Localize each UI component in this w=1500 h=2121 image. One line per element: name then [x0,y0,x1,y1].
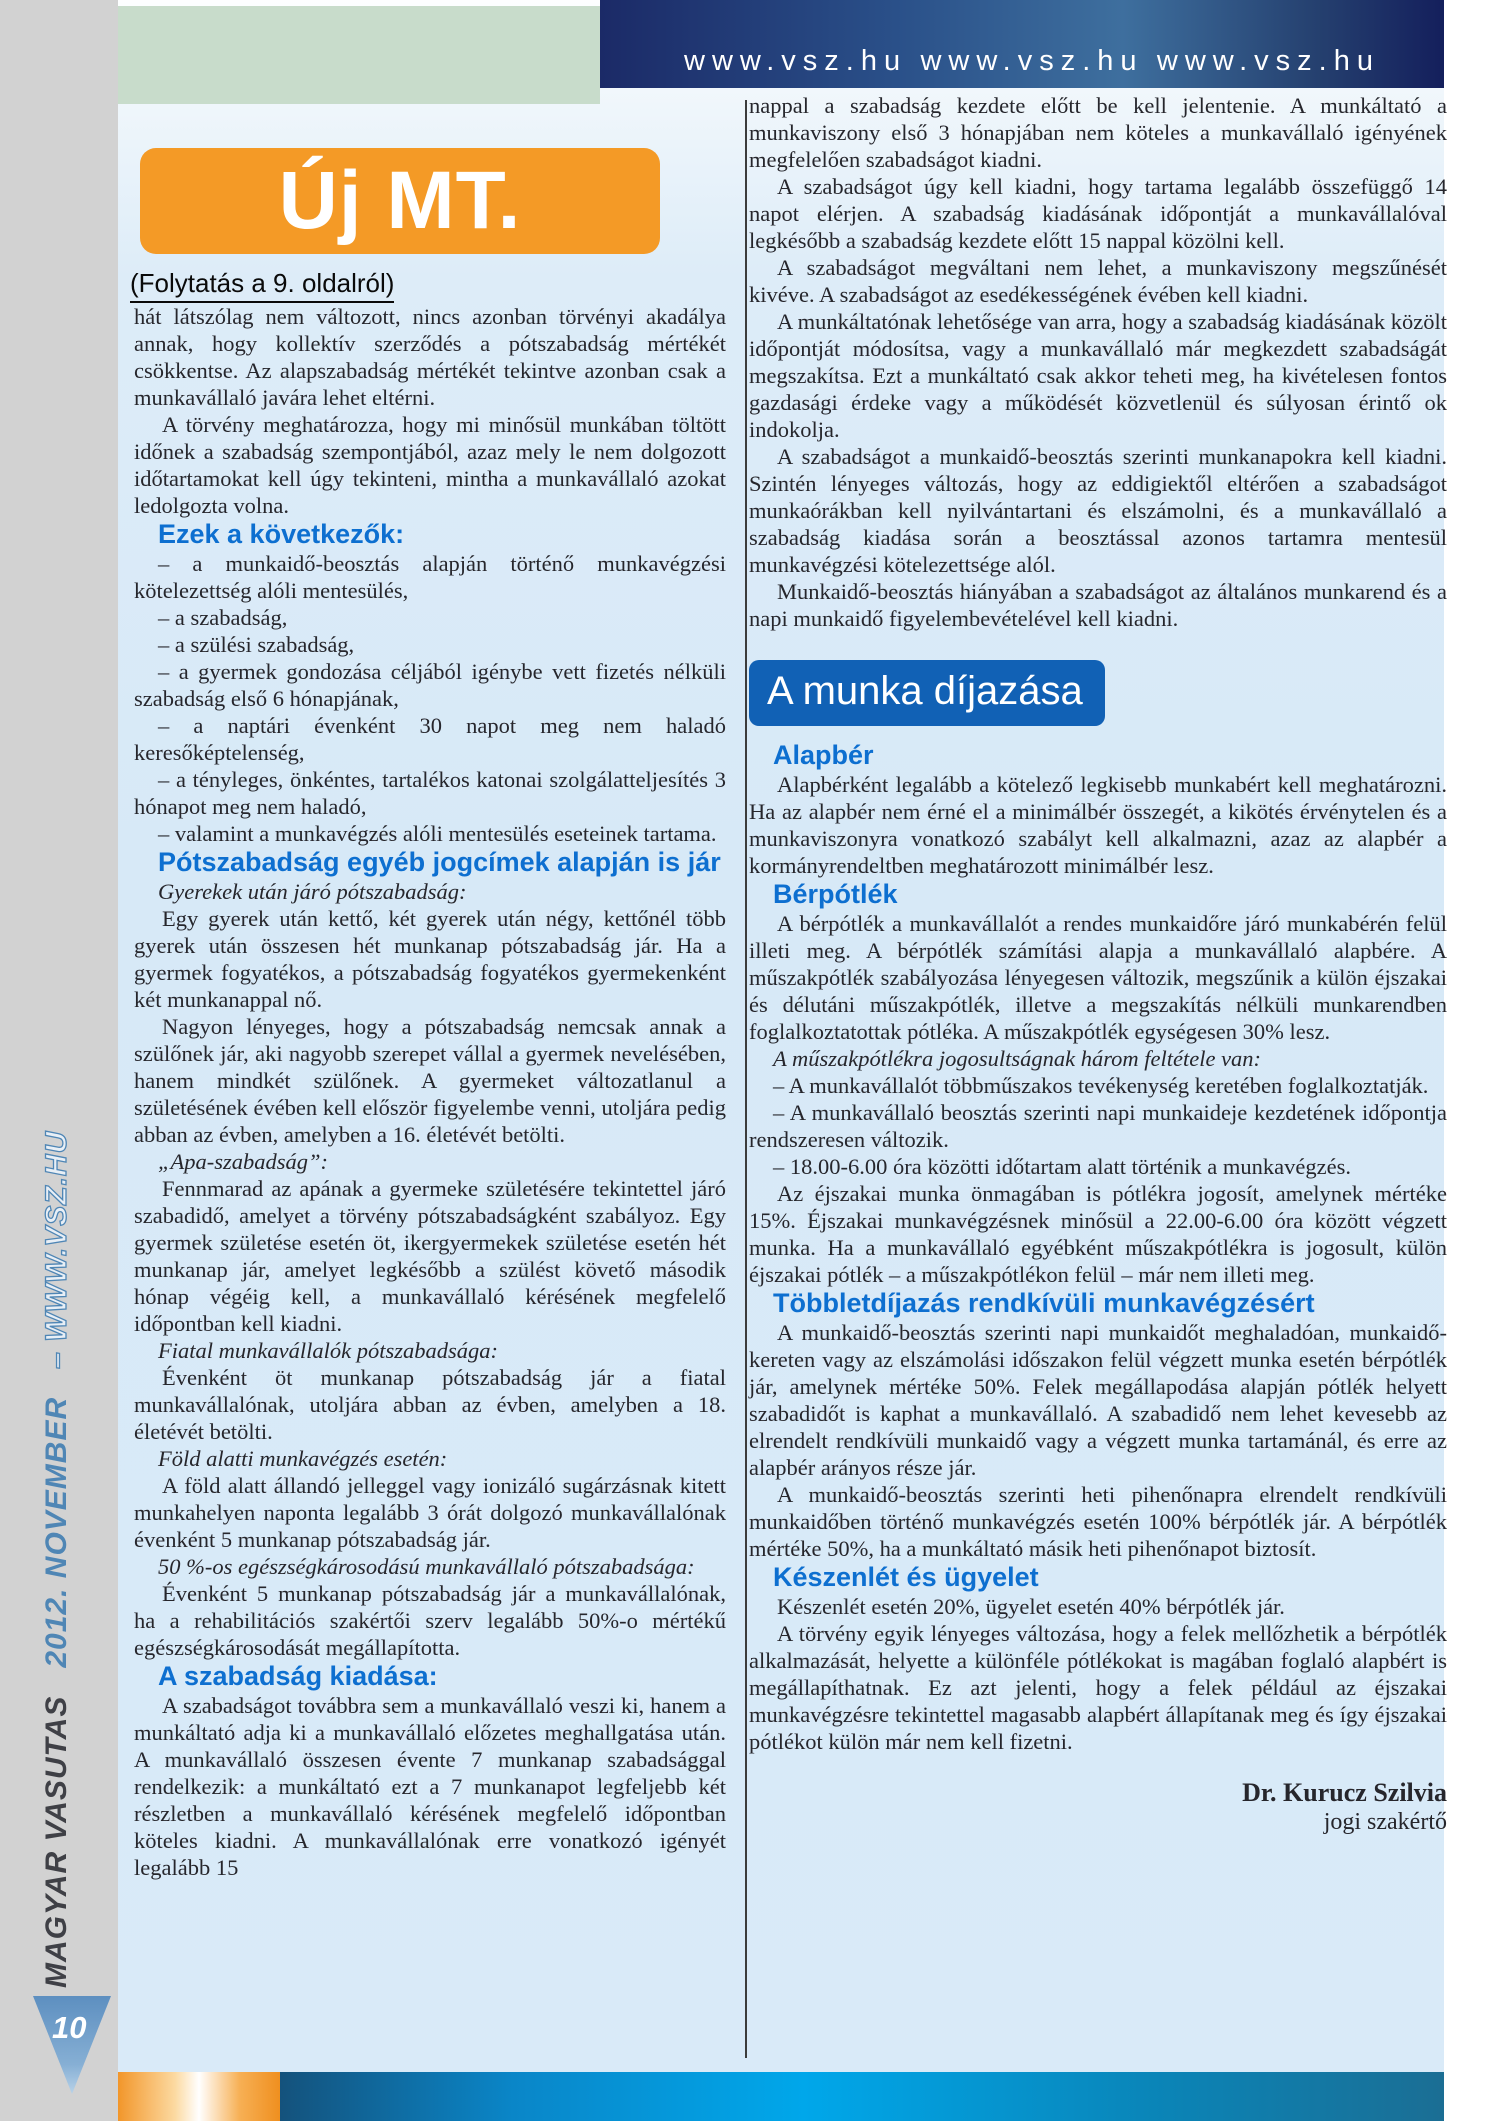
sidebar-website-url: – WWW.VSZ.HU [40,1130,73,1369]
list-item: – valamint a munkavégzés alóli mentesülés eseteinek tartama. [158,821,717,847]
body-paragraph: A munkáltatónak lehetősége van arra, hogy a szabadság kiadásának közölt időpontját módosítsa, vagy a munkavállaló már megkezdett szabadságát megszakítsa. Ezt a munkáltató csak akkor teheti meg, ha kivételesen fontos gazdasági érdeke vagy a működését közvetlenül és súlyosan érintő ok indokolja. [749,309,1447,442]
column-divider-rule [745,100,747,2058]
header-green-block [118,6,600,104]
body-paragraph: nappal a szabadság kezdete előtt be kell jelentenie. A munkáltató a munkaviszony első 3 hónapjában nem köteles a munkavállaló igényének megfelelően szabadságot kiadni. [749,93,1447,172]
sidebar-vertical-text [40,888,78,1988]
body-paragraph: A föld alatt állandó jelleggel vagy ionizáló sugárzásnak kitett munkahelyen naponta legalább 3 órát dolgozó munkavállalónak évenként 5 munkanap pótszabadság jár. [134,1473,726,1553]
sidebar-space [40,1677,73,1686]
body-paragraph: Fennmarad az apának a gyermeke születésére tekintettel járó szabadidő, amelyet a törvény pótszabadságként szabályoz. Egy gyermek születése esetén öt, ikergyermekek születése esetén hét munkanap jár, amelyet legkésőbb a szülést követő második hónap végéig kell, a munkavállaló kérésének megfelelő időpontban kell kiadni. [134,1176,726,1337]
list-item: – A munkavállaló beosztás szerinti napi munkaideje kezdetének időpontja rendszeresen változik. [749,1100,1447,1153]
body-paragraph: Évenként 5 munkanap pótszabadság jár a munkavállalónak, ha a rehabilitációs szakértői szerv legalább 50%-o mértékű egészségkárosodását megállapította. [134,1581,726,1661]
list-item: – 18.00-6.00 óra közötti időtartam alatt történik a munkavégzés. [773,1154,1351,1180]
section-heading: A szabadság kiadása: [158,1661,438,1692]
section-heading: Készenlét és ügyelet [773,1562,1039,1593]
continuation-note: (Folytatás a 9. oldalról) [130,268,394,303]
body-paragraph: A szabadságot úgy kell kiadni, hogy tartama legalább összefüggő 14 napot elérjen. A szabadság kiadásának időpontját a munkavállalóval legkésőbb a szabadság kezdete előtt 15 nappal közölni kell. [749,174,1447,253]
article-title-plate [140,148,660,254]
body-paragraph: A szabadságot a munkaidő-beosztás szerinti munkanapokra kell kiadni. Szintén lényeges változás, hogy az eddigiektől eltérően a szabadságot munkaórákban kell nyilvántartani és elszámolni, és a munkavállaló a szabadság kiadása során a beosztással azonos tartamra mentesül munkavégzési kötelezettsége alól. [749,444,1447,577]
sub-heading-italic: Fiatal munkavállalók pótszabadsága: [158,1338,498,1364]
body-paragraph: Munkaidő-beosztás hiányában a szabadságot az általános munkarend és a napi munkaidő figyelembevételével kell kiadni. [749,579,1447,631]
section-heading: Pótszabadság egyéb jogcímek alapján is jár [158,847,721,878]
section-heading: Alapbér [773,740,874,770]
body-paragraph: A törvény egyik lényeges változása, hogy a felek mellőzhetik a bérpótlék alkalmazását, helyette a különféle pótlékokat is magában foglaló alapbért is megállapíthatnak. Ez azt jelenti, hogy a felek például az éjszakai munkavégzésre tekintettel magasabb alapbért állapítanak meg és így éjszakai pótlékot külön már nem kell fizetni. [749,1621,1447,1755]
body-paragraph: Évenként öt munkanap pótszabadság jár a fiatal munkavállalónak, utoljára abban az évben, amelyben a 18. életévét betölti. [134,1365,726,1445]
list-item: – a gyermek gondozása céljából igénybe vett fizetés nélküli szabadság első 6 hónapjának, [134,659,726,712]
sub-heading-italic: 50 %-os egészségkárosodású munkavállaló pótszabadsága: [158,1554,695,1580]
sidebar-space [40,1378,73,1387]
body-paragraph: A munkaidő-beosztás szerinti napi munkaidőt meghaladóan, munkaidő-kereten vagy az elszámolási időszakon felül végzett munka esetén bérpótlék jár, amelynek mértéke 50%. Felek megállapodása alapján pótlék helyett szabadidőt is kaphat a munkavállaló. A szabadidő nem lehet kevesebb az elrendelt rendkívüli munkaidő vagy a végzett munka tartamánál, és erre az alapbér arányos része jár. [749,1320,1447,1481]
body-paragraph: Nagyon lényeges, hogy a pótszabadság nemcsak annak a szülőnek jár, aki nagyobb szerepet vállal a gyermek nevelésében, hanem mindkét szülőnek. A gyermeket változatlanul a születésének évében kell először figyelembe venni, utoljára pedig abban az évben, amelyben a 16. életévét betölti. [134,1014,726,1148]
list-item: – a szabadság, [158,605,288,631]
article-title: Új MT. [278,155,522,246]
footer-bar-orange-segment [118,2072,280,2121]
body-paragraph: A szabadságot megváltani nem lehet, a munkaviszony megszűnését kivéve. A szabadságot az esedékességének évében kell kiadni. [749,255,1447,307]
footer-bar-blue-segment [280,2072,1444,2121]
body-paragraph: Készenlét esetén 20%, ügyelet esetén 40% bérpótlék jár. [777,1594,1285,1620]
left-column [134,303,726,1881]
author-name: Dr. Kurucz Szilvia [1242,1778,1447,1808]
section-heading: Ezek a következők: [158,519,405,549]
header-url-band [600,0,1444,88]
url-text: www.vsz.hu [684,45,908,77]
list-item: – a tényleges, önkéntes, tartalékos katonai szolgálatteljesítés 3 hónapot meg nem haladó, [134,767,726,820]
author-role: jogi szakértő [1323,1809,1447,1836]
list-item: – a munkaidő-beosztás alapján történő munkavégzési kötelezettség alóli mentesülés, [134,551,726,604]
url-text: www.vsz.hu [920,45,1144,77]
page-number: 10 [52,2010,87,2045]
sub-heading-italic: „Apa-szabadság”: [158,1149,329,1175]
page-content [118,0,1447,2121]
section-heading: Többletdíjazás rendkívüli munkavégzésért [773,1288,1315,1319]
right-column [749,92,1447,1837]
url-text: www.vsz.hu [1156,45,1380,77]
body-paragraph: A szabadságot továbbra sem a munkavállaló veszi ki, hanem a munkáltató adja ki a munkavállaló előzetes meghallgatása után. A munkavállaló összesen évente 7 munkanap szabadsággal rendelkezik: a munkáltató ezt a 7 munkanapot legfeljebb két részletben a munkavállaló kérésének megfelelő időpontban köteles kiadni. A munkavállalónak erre vonatkozó igényét legalább 15 [134,1693,726,1881]
section-title-bar: A munka díjazása [749,660,1105,726]
body-paragraph: A bérpótlék a munkavállalót a rendes munkaidőre járó munkabérén felül illeti meg. A bérpótlék számítási alapja a munkavállaló alapbére. A műszakpótlék szabályozása lényegesen változik, megszűnik a külön éjszakai és délutáni műszakpótlék, illetve a megszakítás nélküli munkarendben foglalkoztatottak pótléka. A műszakpótlék egységesen 30% lesz. [749,911,1447,1045]
section-heading: Bérpótlék [773,879,898,910]
author-signature [749,1777,1447,1837]
sidebar-issue-date: 2012. NOVEMBER [40,1396,73,1668]
sub-heading-italic: A műszakpótlékra jogosultságnak három feltétele van: [773,1046,1262,1072]
body-paragraph: Egy gyerek után kettő, két gyerek után négy, kettőnél több gyerek után összesen hét munkanap pótszabadság jár. Ha a gyermek fogyatékos, a pótszabadság fogyatékos gyermekenként két munkanappal nő. [134,906,726,1013]
body-paragraph: Az éjszakai munka önmagában is pótlékra jogosít, amelynek mértéke 15%. Éjszakai munkavégzésnek minősül a 22.00-6.00 óra között végzett munka. Ha a munkavállaló egyébként műszakpótlékra is jogosult, külön éjszakai pótlék – a műszakpótlékon felül – már nem illeti meg. [749,1181,1447,1288]
sidebar-magazine-title: MAGYAR VASUTAS [40,1695,73,1988]
body-paragraph: A törvény meghatározza, hogy mi minősül munkában töltött időnek a szabadság szempontjából, azaz mely le nem dolgozott időtartamokat kell úgy tekinteni, mintha a munkavállaló azokat ledolgozta volna. [134,412,726,518]
list-item: – A munkavállalót többműszakos tevékenység keretében foglalkoztatják. [773,1073,1429,1099]
sub-heading-italic: Föld alatti munkavégzés esetén: [158,1446,448,1472]
list-item: – a naptári évenként 30 napot meg nem haladó keresőképtelenség, [134,713,726,766]
body-paragraph: Alapbérként legalább a kötelező legkisebb munkabért kell meghatározni. Ha az alapbér nem érné el a minimálbér összegét, a kikötés érvénytelen és a munkaviszonyra vonatkozó szabályt kell alkalmazni, azaz az alapbér a kormányrendeltben meghatározott minimálbér lesz. [749,772,1447,879]
sub-heading-italic: Gyerekek után járó pótszabadság: [158,879,467,905]
body-paragraph: hát látszólag nem változott, nincs azonban törvényi akadálya annak, hogy kollektív szerződés a pótszabadság mértékét csökkentse. Az alapszabadság mértékét tekintve azonban csak a munkavállaló javára lehet eltérni. [134,304,726,410]
footer-bar [118,2072,1444,2121]
list-item: – a szülési szabadság, [158,632,355,658]
body-paragraph: A munkaidő-beosztás szerinti heti pihenőnapra elrendelt rendkívüli munkaidőben történő munkavégzés esetén 100% bérpótlék jár. A bérpótlék mértéke 50%, ha a munkáltató másik heti pihenőnapot biztosít. [749,1482,1447,1562]
